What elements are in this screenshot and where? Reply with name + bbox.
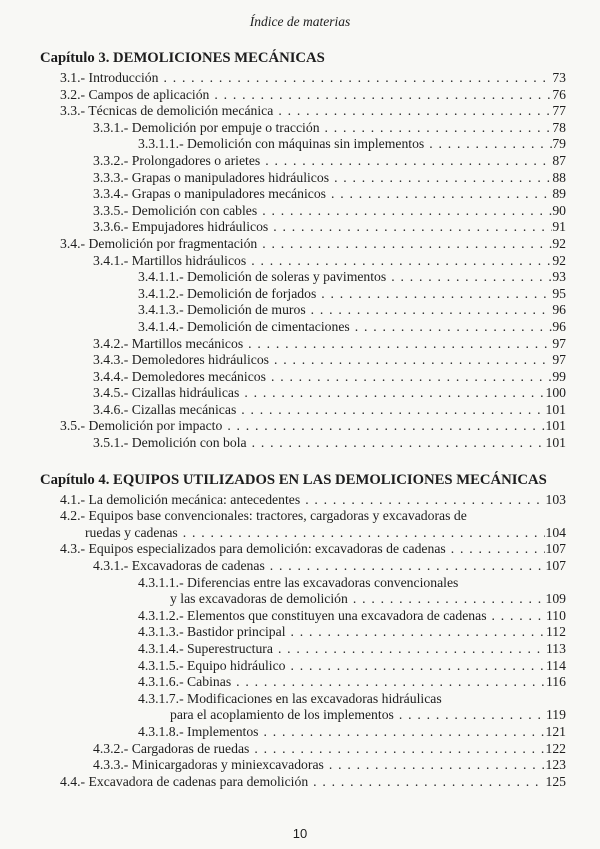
toc-entry-text: 3.4.- Demolición por fragmentación (60, 235, 258, 251)
toc-entry-text: ruedas y cadenas (85, 524, 178, 540)
dot-leader (278, 641, 546, 658)
toc-entry-page: 107 (545, 558, 566, 574)
dot-leader (321, 286, 552, 303)
dot-leader (353, 591, 546, 608)
toc-entry-page: 114 (545, 657, 566, 673)
toc-entry-page: 93 (552, 269, 566, 285)
dot-leader (183, 525, 546, 542)
toc-entry-page: 96 (552, 318, 566, 334)
toc-entry-text: 3.2.- Campos de aplicación (60, 86, 210, 102)
toc-entry-text: 4.2.- Equipos base convencionales: tractores, cargadoras y excavadoras de (60, 508, 467, 524)
toc-entry-text: 3.4.6.- Cizallas mecánicas (93, 401, 237, 417)
dot-leader (271, 369, 552, 386)
dot-leader (214, 87, 552, 104)
toc-row (40, 624, 566, 641)
toc-entry-text: 3.3.- Técnicas de demolición mecánica (60, 103, 274, 119)
toc-row (40, 658, 566, 675)
toc-entry-text: 4.3.1.7.- Modificaciones en las excavadoras hidráulicas (138, 690, 442, 706)
toc-row (40, 492, 566, 509)
dot-leader (291, 624, 546, 641)
toc-row (40, 558, 566, 575)
toc-entry-text: 4.3.1.4.- Superestructura (138, 641, 273, 656)
toc-entry-text: 4.3.1.6.- Cabinas (138, 674, 232, 690)
toc-row (40, 402, 566, 419)
dot-leader (325, 120, 553, 137)
dot-leader (236, 674, 546, 691)
toc-entry-text: 3.5.1.- Demolición con bola (93, 435, 247, 451)
toc-row (40, 236, 566, 253)
toc-entry-page: 123 (545, 757, 566, 773)
dot-leader (248, 336, 552, 353)
dot-leader (331, 186, 552, 203)
dot-leader (274, 352, 552, 369)
chapter-section-1 (40, 472, 566, 791)
toc-entry-page: 112 (545, 624, 566, 640)
toc-entry-page: 101 (545, 435, 566, 451)
toc-entry-text: 4.3.1.- Excavadoras de cadenas (93, 558, 265, 574)
toc-entry-text: 4.3.1.8.- Implementos (138, 723, 259, 739)
toc-entry-text: 3.4.1.4.- Demolición de cimentaciones (138, 318, 350, 334)
toc-row (40, 319, 566, 336)
toc-entry-text: 3.4.1.2.- Demolición de forjados (138, 285, 317, 301)
toc-entry-page: 87 (552, 152, 566, 168)
toc-entry-page: 110 (545, 607, 566, 623)
toc-entry-text: 3.3.1.1.- Demolición con máquinas sin implementos (138, 136, 425, 152)
dot-leader (429, 136, 552, 153)
toc-row (40, 674, 566, 691)
dot-leader (262, 236, 552, 253)
page-header: Índice de materias (249, 14, 351, 29)
toc-row (40, 352, 566, 369)
dot-leader (311, 302, 553, 319)
dot-leader (244, 385, 545, 402)
dot-leader (305, 492, 545, 509)
toc-row (40, 525, 566, 542)
toc-entry-page: 79 (552, 136, 566, 152)
toc-entry-page: 125 (545, 773, 566, 789)
toc-row (40, 608, 566, 625)
toc-row (40, 186, 566, 203)
dot-leader (329, 757, 546, 774)
toc-entry-text: 4.3.1.1.- Diferencias entre las excavadoras convencionales (138, 574, 459, 590)
toc-entry-page: 109 (545, 591, 566, 607)
toc-entry-text: 3.4.1.1.- Demolición de soleras y pavimentos (138, 269, 387, 285)
toc-entry-text: 3.4.3.- Demoledores hidráulicos (93, 352, 269, 368)
toc-row (40, 253, 566, 270)
toc-entry-page: 104 (545, 524, 566, 540)
toc-entry-page: 121 (545, 723, 566, 739)
toc-entry-page: 99 (552, 368, 566, 384)
toc-entry-page: 122 (545, 740, 566, 756)
toc-entry-text: 4.3.- Equipos especializados para demolición: excavadoras de cadenas (60, 541, 446, 557)
toc-entry-text: y las excavadoras de demolición (170, 591, 348, 607)
toc-entry-text: 4.3.2.- Cargadoras de ruedas (93, 740, 250, 756)
toc-entry-page: 92 (552, 252, 566, 268)
toc-entry-page: 116 (545, 674, 566, 690)
toc-row (40, 575, 566, 592)
toc-entry-page: 107 (545, 541, 566, 557)
toc-row (40, 70, 566, 87)
table-of-contents (40, 50, 566, 790)
dot-leader (163, 70, 552, 87)
toc-entry-text: 3.4.4.- Demoledores mecánicos (93, 368, 266, 384)
toc-row (40, 369, 566, 386)
toc-entry-text: 4.3.1.3.- Bastidor principal (138, 624, 286, 640)
toc-row (40, 418, 566, 435)
dot-leader (355, 319, 553, 336)
dot-leader (241, 402, 545, 419)
toc-row (40, 541, 566, 558)
toc-row (40, 774, 566, 791)
toc-entry-text: 3.3.5.- Demolición con cables (93, 202, 258, 218)
dot-leader (291, 658, 546, 675)
toc-entry-page: 96 (552, 302, 566, 318)
toc-entry-text: 3.4.2.- Martillos mecánicos (93, 335, 244, 351)
toc-entry-page: 91 (552, 219, 566, 235)
toc-entry-text: 3.3.1.- Demolición por empuje o tracción (93, 119, 320, 135)
toc-row (40, 724, 566, 741)
toc-entry-page: 101 (545, 418, 566, 434)
dot-leader (254, 741, 545, 758)
toc-entry-page: 103 (545, 491, 566, 507)
toc-row (40, 136, 566, 153)
dot-leader (313, 774, 545, 791)
dot-leader (399, 707, 546, 724)
toc-row (40, 741, 566, 758)
toc-row (40, 170, 566, 187)
toc-row (40, 153, 566, 170)
toc-entry-text: 3.4.5.- Cizallas hidráulicas (93, 385, 240, 401)
toc-row (40, 707, 566, 724)
dot-leader (252, 435, 546, 452)
toc-entry-page: 89 (552, 186, 566, 202)
toc-entry-text: 4.3.1.5.- Equipo hidráulico (138, 657, 286, 673)
toc-entry-page: 77 (552, 103, 566, 119)
toc-row (40, 435, 566, 452)
toc-entry-text: 3.4.1.3.- Demolición de muros (138, 302, 306, 318)
toc-row (40, 757, 566, 774)
dot-leader (492, 608, 546, 625)
dot-leader (227, 418, 545, 435)
toc-entry-page: 113 (545, 641, 566, 656)
toc-entry-text: 4.3.3.- Minicargadoras y miniexcavadoras (93, 757, 324, 773)
toc-entry-page: 97 (552, 352, 566, 368)
chapter-heading: Capítulo 4. EQUIPOS UTILIZADOS EN LAS DEMOLICIONES MECÁNICAS (40, 471, 547, 488)
toc-row (40, 691, 566, 708)
dot-leader (278, 103, 552, 120)
toc-row (40, 591, 566, 608)
toc-row (40, 219, 566, 236)
toc-entry-text: 3.3.6.- Empujadores hidráulicos (93, 219, 269, 235)
toc-entry-page: 88 (552, 169, 566, 185)
toc-entry-page: 78 (552, 119, 566, 135)
toc-row (40, 120, 566, 137)
toc-entry-text: 3.3.4.- Grapas o manipuladores mecánicos (93, 186, 326, 202)
toc-row (40, 269, 566, 286)
toc-entry-text: para el acoplamiento de los implementos (170, 707, 394, 723)
toc-entry-page: 95 (552, 285, 566, 301)
toc-entry-page: 119 (545, 707, 566, 723)
toc-row (40, 336, 566, 353)
toc-entry-text: 4.3.1.2.- Elementos que constituyen una excavadora de cadenas (138, 607, 487, 623)
dot-leader (451, 541, 546, 558)
toc-row (40, 203, 566, 220)
toc-entry-page: 76 (552, 86, 566, 102)
toc-entry-text: 3.1.- Introducción (60, 70, 159, 85)
toc-row (40, 385, 566, 402)
toc-entry-page: 73 (552, 70, 566, 85)
toc-entry-page: 101 (545, 401, 566, 417)
toc-entry-text: 3.4.1.- Martillos hidráulicos (93, 252, 247, 268)
dot-leader (270, 558, 546, 575)
toc-entry-text: 3.3.2.- Prolongadores o arietes (93, 152, 261, 168)
dot-leader (334, 170, 552, 187)
toc-row (40, 103, 566, 120)
dot-leader (251, 253, 552, 270)
toc-entry-page: 97 (552, 335, 566, 351)
toc-entry-text: 4.1.- La demolición mecánica: antecedentes (60, 491, 301, 507)
dot-leader (264, 724, 546, 741)
toc-row (40, 302, 566, 319)
dot-leader (262, 203, 552, 220)
toc-entry-text: 3.3.3.- Grapas o manipuladores hidráulicos (93, 169, 330, 185)
toc-entry-page: 90 (552, 202, 566, 218)
toc-entry-page: 100 (545, 385, 566, 401)
dot-leader (265, 153, 552, 170)
page-number: 10 (292, 826, 308, 842)
toc-entry-page: 92 (552, 235, 566, 251)
dot-leader (391, 269, 552, 286)
toc-row (40, 87, 566, 104)
toc-row (40, 286, 566, 303)
toc-row (40, 641, 566, 658)
toc-row (40, 508, 566, 525)
dot-leader (273, 219, 552, 236)
toc-entry-text: 3.5.- Demolición por impacto (60, 418, 223, 434)
toc-entry-text: 4.4.- Excavadora de cadenas para demolición (60, 773, 309, 789)
chapter-section-0 (40, 50, 566, 452)
chapter-heading: Capítulo 3. DEMOLICIONES MECÁNICAS (40, 50, 325, 66)
